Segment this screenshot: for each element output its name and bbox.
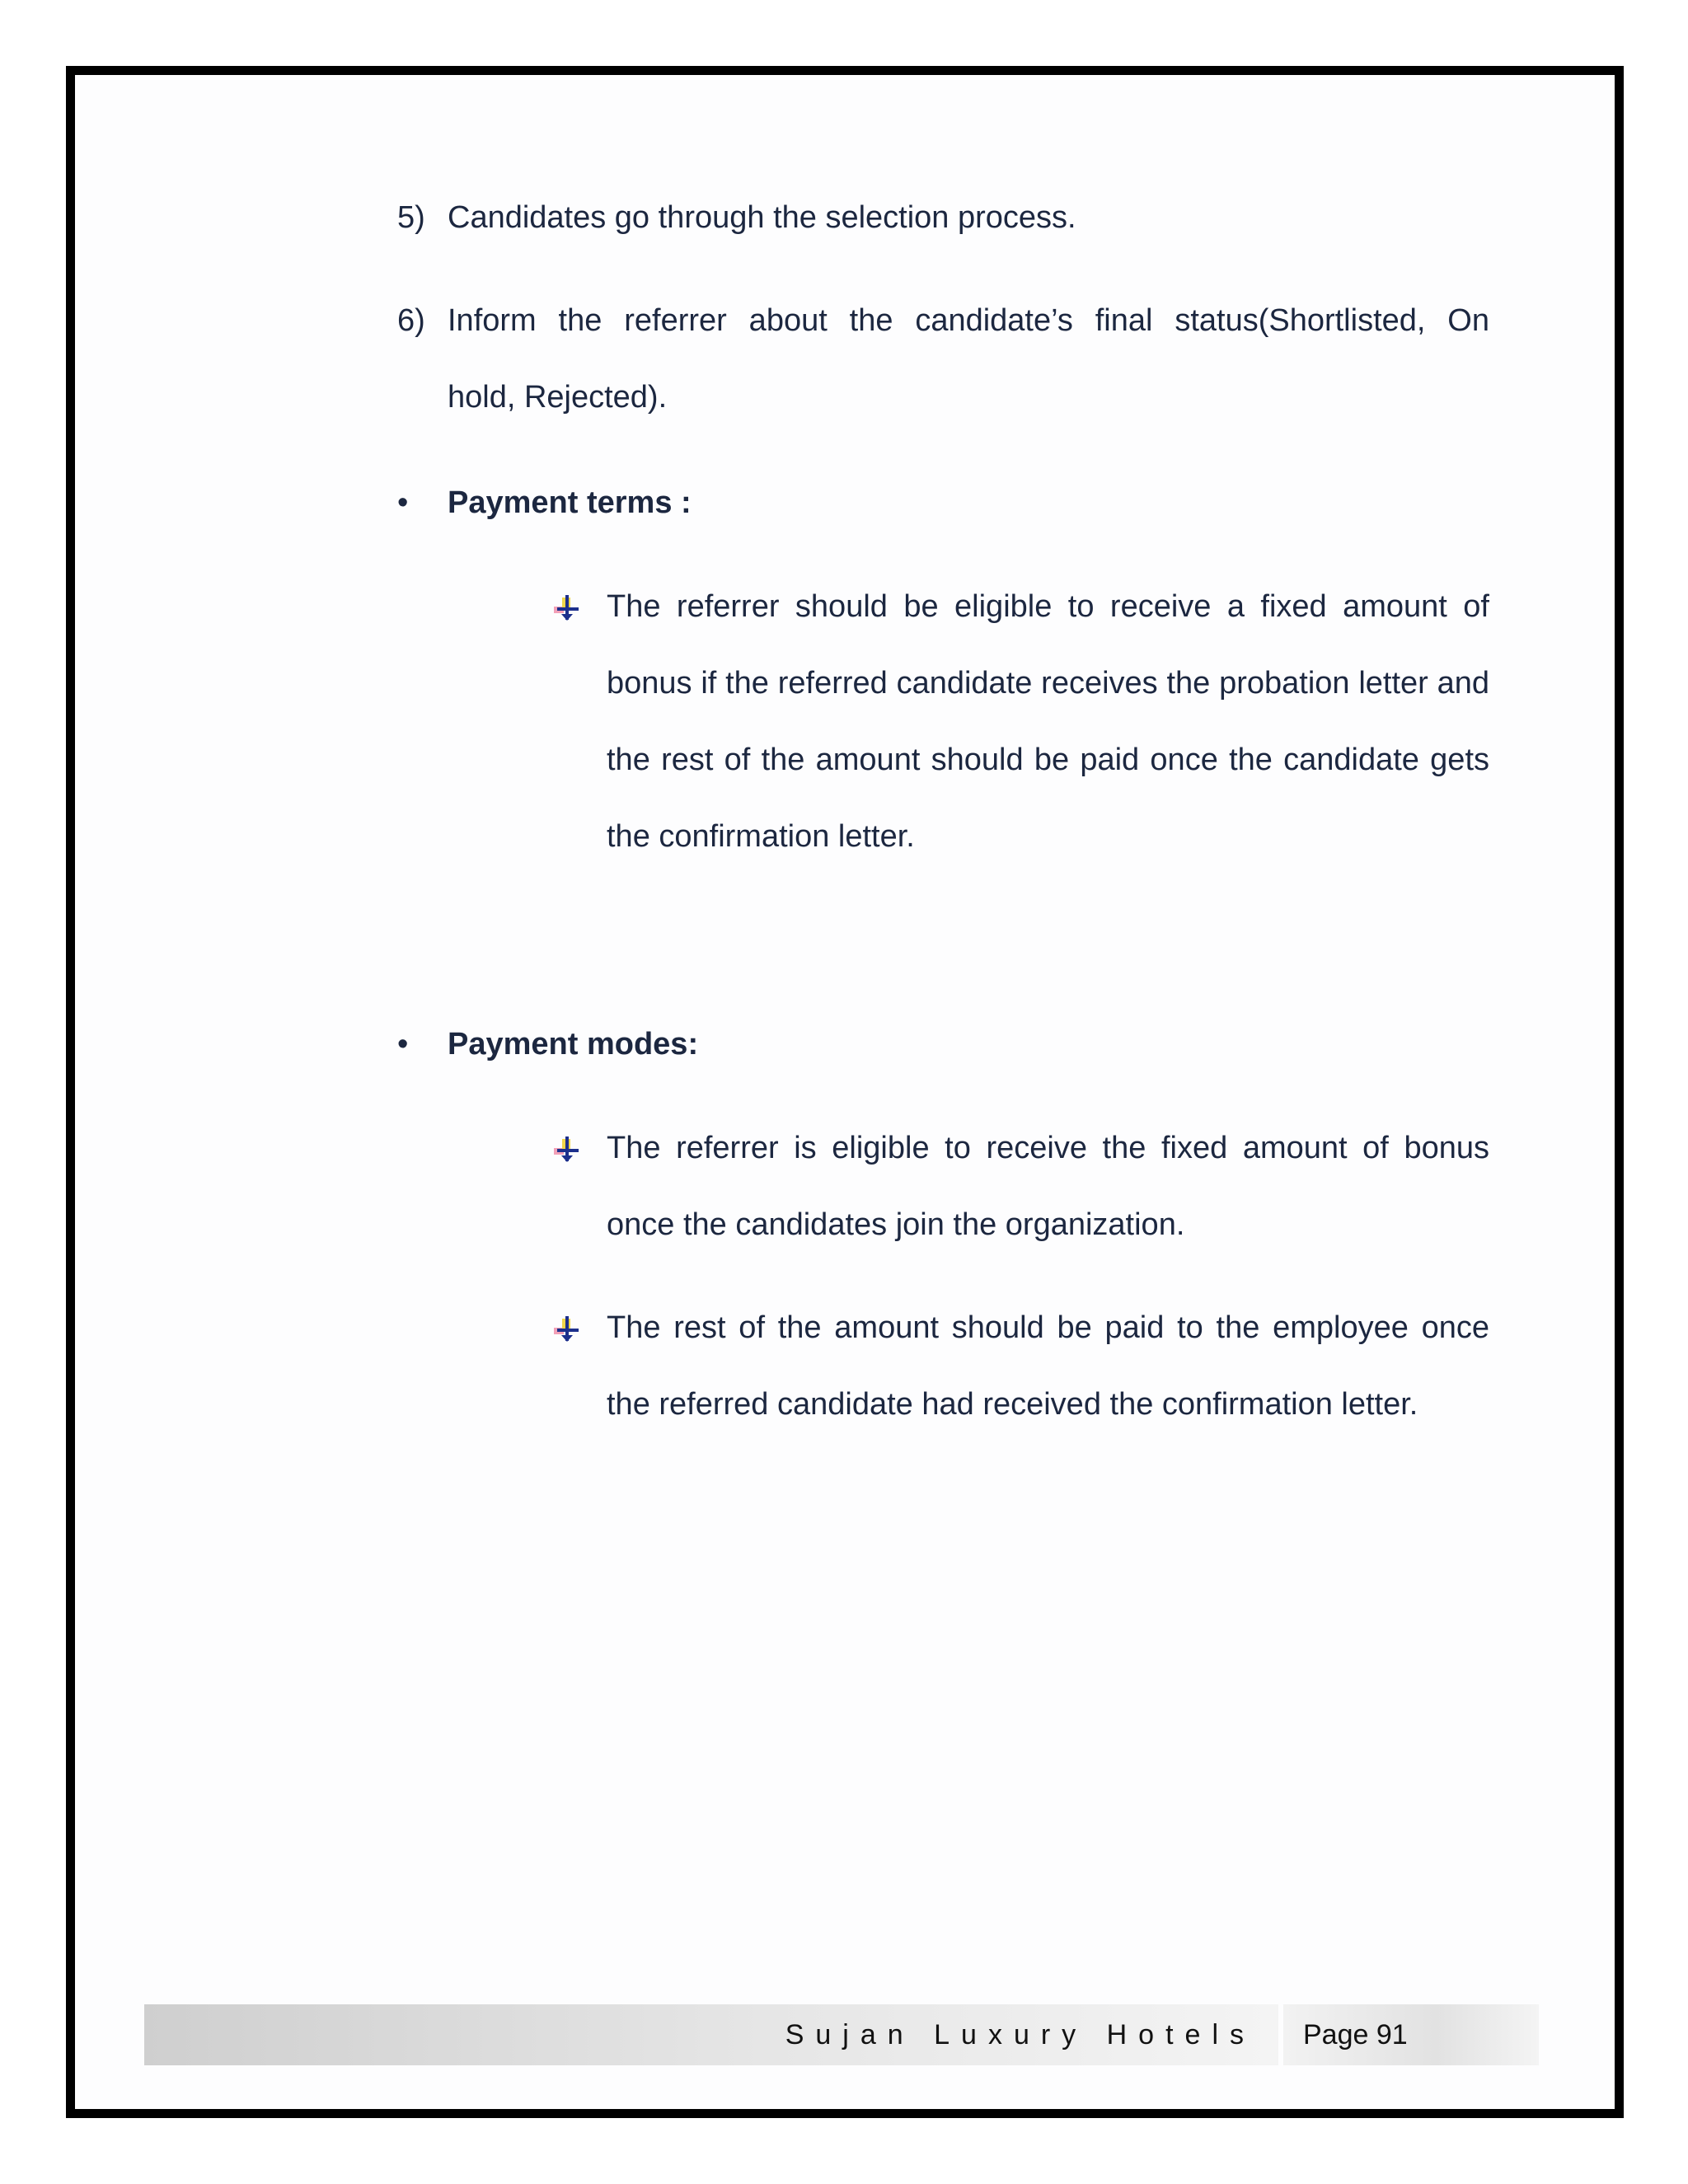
bullet-dot: • (397, 485, 409, 520)
payment-modes-heading (397, 1006, 1489, 1083)
footer-page-bar (1283, 2004, 1539, 2065)
plus-arrow-bullet-icon (554, 1315, 582, 1343)
item-text: The referrer should be eligible to receive a fixed amount of bonus if the referred candidate receives the probation letter and the rest of the amount should be paid once the candidate gets the confirmation letter. (607, 589, 1489, 854)
item-text: The referrer is eligible to receive the fixed amount of bonus once the candidates join the organization. (607, 1131, 1489, 1242)
footer-org-bar (144, 2004, 1278, 2065)
step-text: Candidates go through the selection process. (448, 200, 1076, 235)
step-number: 6) (397, 303, 425, 338)
plus-arrow-bullet-icon (554, 1135, 582, 1163)
payment-modes-item-1 (554, 1110, 1489, 1263)
step-number: 5) (397, 200, 425, 235)
section-heading: Payment modes: (448, 1027, 699, 1062)
bullet-dot: • (397, 1027, 409, 1062)
step-text-line2: hold, Rejected). (448, 380, 668, 415)
section-heading: Payment terms : (448, 485, 692, 520)
step-6 (397, 283, 1489, 436)
page-number: Page 91 (1303, 2019, 1408, 2050)
step-text-line1: Inform the referrer about the candidate’s final status(Shortlisted, On (448, 303, 1489, 338)
step-5 (397, 180, 1489, 256)
footer-organization: Sujan Luxury Hotels (785, 2019, 1255, 2050)
payment-modes-item-2 (554, 1290, 1489, 1443)
plus-arrow-bullet-icon (554, 593, 582, 621)
page-footer (144, 2004, 1539, 2065)
payment-terms-heading (397, 465, 1489, 541)
item-text: The rest of the amount should be paid to the employee once the referred candidate had received the confirmation letter. (607, 1310, 1489, 1422)
payment-terms-item (554, 569, 1489, 875)
